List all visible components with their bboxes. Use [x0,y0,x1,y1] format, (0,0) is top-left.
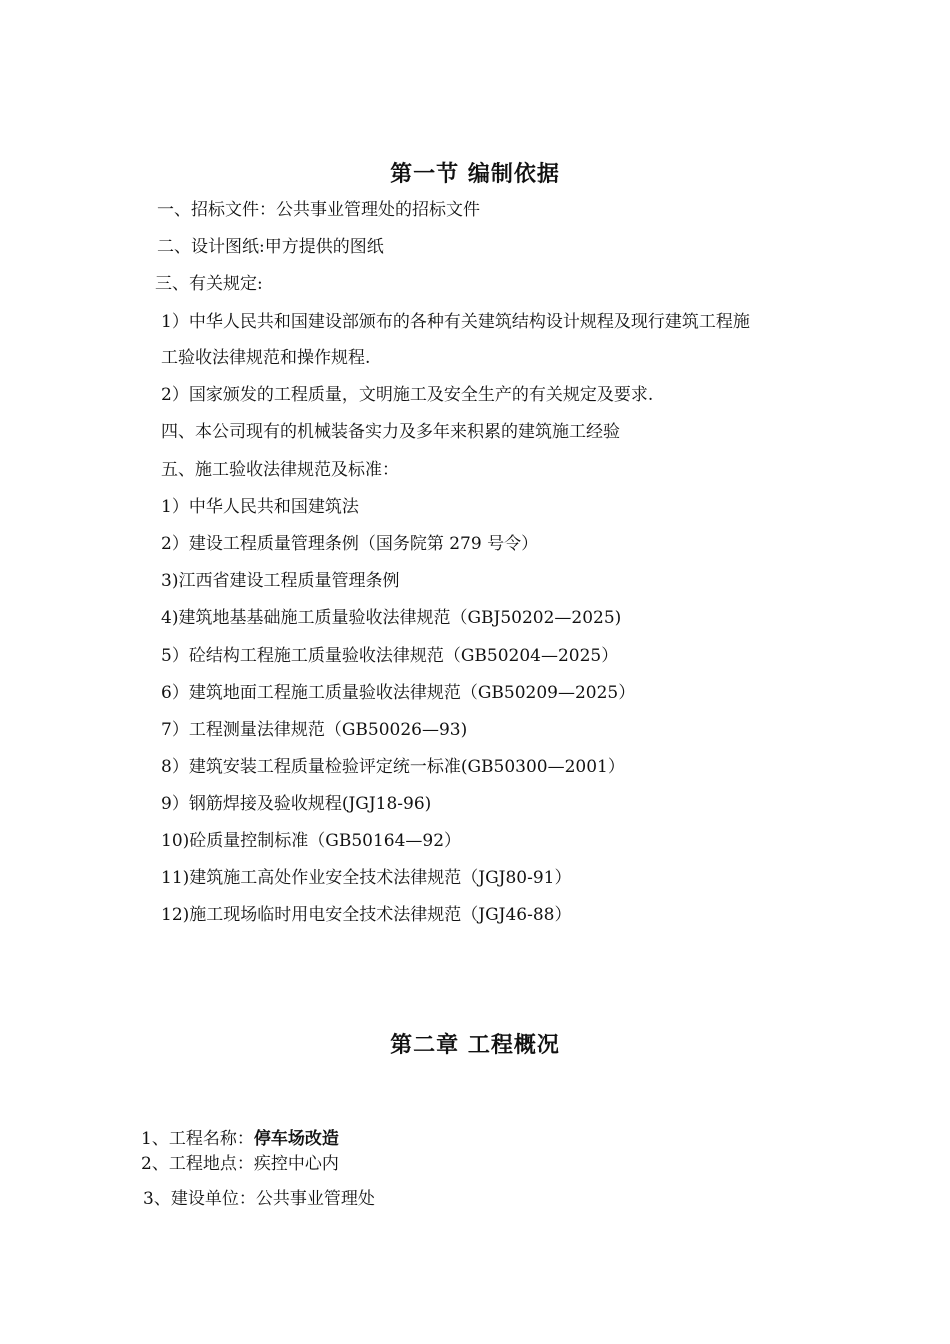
section-heading: 第一节 编制依据 [390,161,560,187]
standard-item-11: 11)建筑施工高处作业安全技术法律规范（JGJ80-91） [161,868,572,888]
project-name [141,1128,339,1150]
chapter-heading: 第二章 工程概况 [390,1032,560,1058]
project-location: 2、工程地点：疾控中心内 [141,1154,339,1174]
project-name-value: 停车场改造 [253,1129,339,1149]
basis-line-1: 一、招标文件：公共事业管理处的招标文件 [157,200,480,220]
basis-line-3: 三、有关规定: [155,274,263,294]
standard-item-7: 7）工程测量法律规范（GB50026—93) [161,720,468,740]
basis-line-2: 二、设计图纸:甲方提供的图纸 [157,237,384,257]
standard-item-6: 6）建筑地面工程施工质量验收法律规范（GB50209—2025） [161,683,636,703]
standard-item-10: 10)砼质量控制标准（GB50164—92） [161,831,462,851]
basis-line-6: 2）国家颁发的工程质量，文明施工及安全生产的有关规定及要求. [161,385,654,405]
basis-line-7: 四、本公司现有的机械装备实力及多年来积累的建筑施工经验 [161,422,620,442]
standard-item-1: 1）中华人民共和国建筑法 [161,497,359,517]
standard-item-3: 3)江西省建设工程质量管理条例 [161,571,400,591]
standard-item-5: 5）砼结构工程施工质量验收法律规范（GB50204—2025） [161,646,619,666]
standard-item-12: 12)施工现场临时用电安全技术法律规范（JGJ46-88） [161,905,572,925]
basis-line-8: 五、施工验收法律规范及标准： [161,460,399,480]
standard-item-2: 2）建设工程质量管理条例（国务院第 279 号令） [161,534,539,554]
standard-item-9: 9）钢筋焊接及验收规程(JGJ18-96) [161,794,432,814]
project-name-label: 1、工程名称： [141,1129,254,1149]
standard-item-8: 8）建筑安装工程质量检验评定统一标准(GB50300—2001） [161,757,625,777]
basis-line-5: 工验收法律规范和操作规程. [161,348,371,368]
project-builder: 3、建设单位：公共事业管理处 [143,1189,375,1209]
basis-line-4: 1）中华人民共和国建设部颁布的各种有关建筑结构设计规程及现行建筑工程施 [161,312,750,332]
standard-item-4: 4)建筑地基基础施工质量验收法律规范（GBJ50202—2025) [161,608,622,628]
